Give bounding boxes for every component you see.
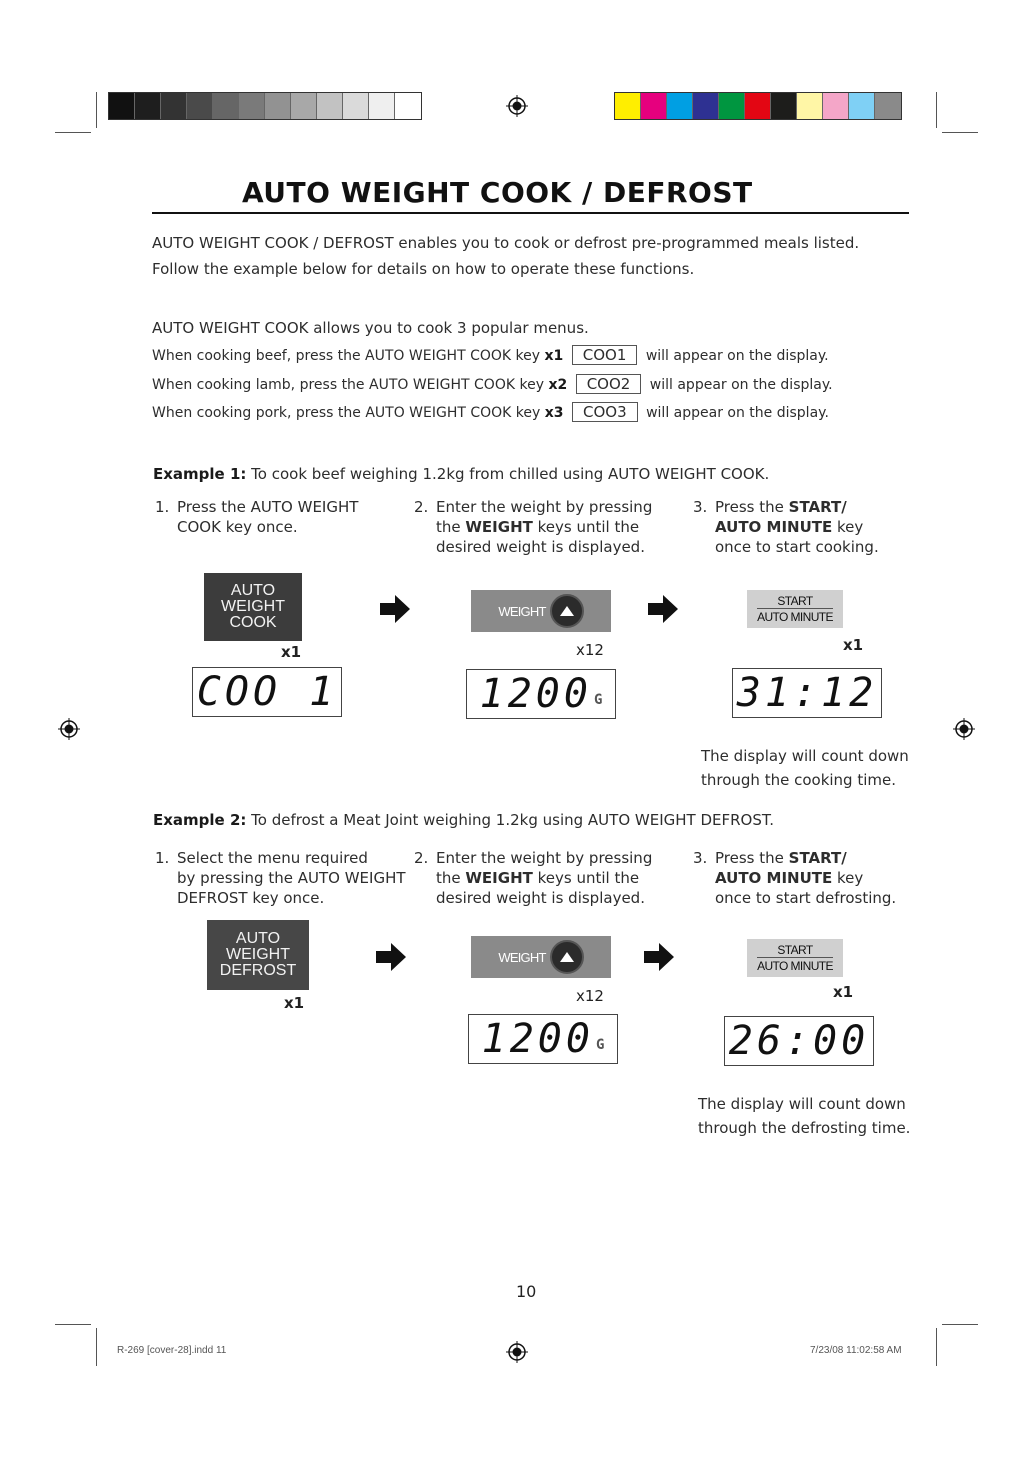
countdown-note: The display will count down xyxy=(698,1095,906,1113)
crop-mark xyxy=(55,1324,91,1325)
crop-mark xyxy=(96,1328,97,1366)
process-color-bar xyxy=(614,92,902,120)
color-swatch xyxy=(797,93,823,119)
menu-row-pork xyxy=(152,402,829,423)
example-2-step-3 xyxy=(693,848,913,912)
press-count: x1 xyxy=(833,983,854,1001)
crop-mark xyxy=(55,132,91,133)
step-number: 2. xyxy=(414,498,429,516)
color-swatch xyxy=(615,93,641,119)
menu-row-lamb xyxy=(152,374,833,395)
step-text: Enter the weight by pressing xyxy=(436,498,653,516)
step-text: DEFROST key once. xyxy=(177,889,325,907)
gray-swatch xyxy=(239,93,265,119)
file-slug: R-269 [cover-28].indd 11 xyxy=(117,1345,227,1356)
step-text: AUTO MINUTE key xyxy=(715,518,864,536)
color-swatch xyxy=(693,93,719,119)
arrow-right-icon xyxy=(646,592,680,626)
gray-swatch xyxy=(369,93,395,119)
menu-row-instruction: When cooking pork, press the AUTO WEIGHT COOK key xyxy=(152,405,541,421)
weight-key-label: WEIGHT xyxy=(498,949,546,965)
crop-mark xyxy=(96,92,97,128)
example-1-heading xyxy=(153,464,769,484)
weight-key[interactable] xyxy=(471,590,611,632)
step-text: Press the START/ xyxy=(715,849,847,867)
gray-swatch xyxy=(395,93,421,119)
color-swatch xyxy=(641,93,667,119)
lcd-display xyxy=(192,667,342,717)
example-2-heading xyxy=(153,810,774,830)
intro-line-1: AUTO WEIGHT COOK / DEFROST enables you to cook or defrost pre-programmed meals listed. xyxy=(152,234,860,252)
press-count: x1 xyxy=(843,636,864,654)
example-text: To cook beef weighing 1.2kg from chilled using AUTO WEIGHT COOK. xyxy=(251,465,770,483)
step-text: the WEIGHT keys until the xyxy=(436,869,640,887)
color-swatch xyxy=(719,93,745,119)
color-swatch xyxy=(823,93,849,119)
crop-mark xyxy=(942,1324,978,1325)
example-2-step-1 xyxy=(155,848,405,912)
step-text: desired weight is displayed. xyxy=(436,889,645,907)
countdown-note: through the defrosting time. xyxy=(698,1119,911,1137)
example-text: To defrost a Meat Joint weighing 1.2kg using AUTO WEIGHT DEFROST. xyxy=(251,811,775,829)
title-underline xyxy=(152,212,909,214)
step-number: 2. xyxy=(414,849,429,867)
menu-row-instruction: When cooking lamb, press the AUTO WEIGHT COOK key xyxy=(152,377,544,393)
example-1-step-2 xyxy=(414,497,674,561)
lcd-unit: G xyxy=(593,692,603,708)
step-text: once to start cooking. xyxy=(715,538,879,556)
step-text: COOK key once. xyxy=(177,518,298,536)
countdown-note: The display will count down xyxy=(701,747,909,765)
example-label: Example 2: xyxy=(153,811,247,829)
lcd-display xyxy=(468,1014,618,1064)
intro-line-2: Follow the example below for details on how to operate these functions. xyxy=(152,260,695,278)
page-title: AUTO WEIGHT COOK / DEFROST xyxy=(242,176,753,209)
step-number: 3. xyxy=(693,498,708,516)
step-text: Press the AUTO WEIGHT xyxy=(177,498,359,516)
auto-minute-label: AUTO MINUTE xyxy=(757,610,833,624)
crop-mark xyxy=(936,92,937,128)
lcd-display xyxy=(466,669,616,719)
step-number: 1. xyxy=(155,849,170,867)
gray-swatch xyxy=(213,93,239,119)
press-count: x1 xyxy=(284,994,305,1012)
lcd-readout: 1200 xyxy=(479,671,592,717)
menu-row-instruction: When cooking beef, press the AUTO WEIGHT COOK key xyxy=(152,348,541,364)
example-label: Example 1: xyxy=(153,465,247,483)
step-text: Press the START/ xyxy=(715,498,847,516)
color-swatch xyxy=(771,93,797,119)
registration-target-icon xyxy=(953,718,975,740)
step-text: AUTO MINUTE key xyxy=(715,869,864,887)
print-timestamp: 7/23/08 11:02:58 AM xyxy=(810,1345,902,1356)
arrow-right-icon xyxy=(378,592,412,626)
display-code: COO1 xyxy=(572,345,638,365)
start-auto-minute-key[interactable] xyxy=(747,590,843,628)
gray-swatch xyxy=(317,93,343,119)
up-arrow-icon xyxy=(550,940,584,974)
step-number: 3. xyxy=(693,849,708,867)
lcd-display xyxy=(732,668,882,718)
lcd-readout: 31:12 xyxy=(736,670,878,716)
auto-weight-defrost-key[interactable]: AUTO WEIGHT DEFROST xyxy=(207,920,309,990)
up-arrow-icon xyxy=(550,594,584,628)
example-1-step-3 xyxy=(693,497,913,561)
example-1-step-1 xyxy=(155,497,395,561)
step-number: 1. xyxy=(155,498,170,516)
menu-row-times: x1 xyxy=(544,348,564,364)
grayscale-color-bar xyxy=(108,92,422,120)
lcd-display xyxy=(724,1016,874,1066)
step-text: once to start defrosting. xyxy=(715,889,897,907)
press-count: x12 xyxy=(576,641,604,659)
display-code: COO3 xyxy=(572,402,638,422)
crop-mark xyxy=(936,1328,937,1366)
menu-row-times: x3 xyxy=(544,405,564,421)
registration-target-icon xyxy=(58,718,80,740)
menu-row-result: will appear on the display. xyxy=(646,405,829,421)
countdown-note: through the cooking time. xyxy=(701,771,896,789)
page-number: 10 xyxy=(516,1282,537,1301)
registration-target-icon xyxy=(506,1341,528,1363)
gray-swatch xyxy=(265,93,291,119)
gray-swatch xyxy=(291,93,317,119)
press-count: x12 xyxy=(576,987,604,1005)
color-swatch xyxy=(875,93,901,119)
lcd-readout: 26:00 xyxy=(728,1018,870,1064)
gray-swatch xyxy=(161,93,187,119)
menu-row-result: will appear on the display. xyxy=(649,377,833,393)
step-text: Enter the weight by pressing xyxy=(436,849,653,867)
arrow-right-icon xyxy=(374,940,408,974)
menu-row-times: x2 xyxy=(548,377,568,393)
step-text: the WEIGHT keys until the xyxy=(436,518,640,536)
weight-key-label: WEIGHT xyxy=(498,603,546,619)
gray-swatch xyxy=(343,93,369,119)
start-label: START xyxy=(777,594,813,608)
menu-row-result: will appear on the display. xyxy=(645,348,829,364)
auto-weight-cook-key[interactable]: AUTO WEIGHT COOK xyxy=(204,573,302,641)
lcd-readout: 1200 xyxy=(481,1016,594,1062)
auto-minute-label: AUTO MINUTE xyxy=(757,959,833,973)
gray-swatch xyxy=(187,93,213,119)
color-swatch xyxy=(849,93,875,119)
example-2-step-2 xyxy=(414,848,674,912)
menus-lead: AUTO WEIGHT COOK allows you to cook 3 popular menus. xyxy=(152,319,589,337)
press-count: x1 xyxy=(281,643,302,661)
color-swatch xyxy=(667,93,693,119)
arrow-right-icon xyxy=(642,940,676,974)
start-auto-minute-key[interactable] xyxy=(747,939,843,977)
step-text: by pressing the AUTO WEIGHT xyxy=(177,869,406,887)
gray-swatch xyxy=(135,93,161,119)
crop-mark xyxy=(942,132,978,133)
menu-row-beef xyxy=(152,345,829,366)
step-text: desired weight is displayed. xyxy=(436,538,645,556)
display-code: COO2 xyxy=(576,374,642,394)
registration-target-icon xyxy=(506,95,528,117)
weight-key[interactable] xyxy=(471,936,611,978)
start-label: START xyxy=(777,943,813,957)
gray-swatch xyxy=(109,93,135,119)
lcd-unit: G xyxy=(595,1037,605,1053)
color-swatch xyxy=(745,93,771,119)
step-text: Select the menu required xyxy=(177,849,368,867)
lcd-readout: COO 1 xyxy=(196,669,338,715)
